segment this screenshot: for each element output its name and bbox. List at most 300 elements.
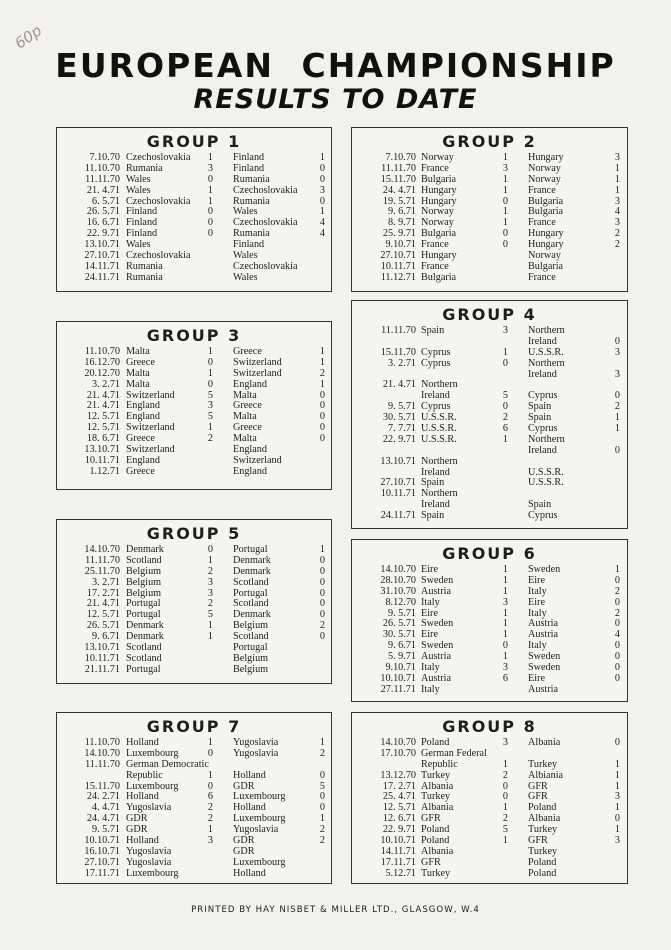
away-score: 1 bbox=[614, 184, 620, 196]
home-score: 1 bbox=[502, 585, 508, 597]
away-score: 0 bbox=[319, 576, 325, 588]
match-date: 18. 6.71 bbox=[86, 433, 120, 445]
match-row bbox=[352, 869, 627, 880]
home-score: 3 bbox=[207, 576, 213, 588]
match-date: 13.10.71 bbox=[380, 455, 416, 467]
match-date: 12. 5.71 bbox=[86, 609, 120, 621]
away-team: Wales bbox=[233, 271, 258, 283]
match-date: 5. 9.71 bbox=[387, 651, 416, 663]
home-team: Albania bbox=[421, 802, 454, 814]
away-team: Greece bbox=[233, 422, 262, 434]
home-team: Finland bbox=[126, 217, 158, 229]
home-team: Sweden bbox=[421, 574, 454, 586]
match-date: 16. 6.71 bbox=[86, 217, 120, 229]
match-date: 15.11.70 bbox=[380, 173, 416, 185]
match-date: 7. 7.71 bbox=[387, 423, 416, 435]
away-score: 1 bbox=[614, 758, 620, 770]
group-title: GROUP 5 bbox=[146, 524, 242, 543]
away-score: 0 bbox=[614, 618, 620, 630]
match-row bbox=[57, 467, 331, 478]
away-team: Scotland bbox=[233, 576, 269, 588]
away-team: Greece bbox=[233, 346, 262, 357]
home-score: 1 bbox=[207, 769, 213, 781]
match-date: 27.10.71 bbox=[380, 250, 416, 262]
match-date: 11.10.70 bbox=[84, 737, 120, 748]
home-score: 1 bbox=[502, 433, 508, 445]
home-team: Ireland bbox=[421, 466, 450, 478]
away-team: Denmark bbox=[233, 609, 271, 621]
home-score: 2 bbox=[207, 433, 213, 445]
away-team: Ireland bbox=[528, 444, 557, 456]
away-team: Italy bbox=[528, 607, 547, 619]
home-score: 1 bbox=[207, 824, 213, 836]
home-team: Turkey bbox=[421, 791, 451, 803]
away-team: U.S.S.R. bbox=[528, 346, 564, 358]
away-team: Denmark bbox=[233, 554, 271, 566]
home-score: 0 bbox=[207, 780, 213, 792]
match-date: 3. 2.71 bbox=[91, 576, 120, 588]
away-score: 0 bbox=[319, 173, 325, 185]
match-date: 17. 2.71 bbox=[382, 780, 416, 792]
home-score: 0 bbox=[207, 747, 213, 759]
away-team: Austria bbox=[528, 683, 558, 695]
home-team: Hungary bbox=[421, 184, 457, 196]
match-date: 15.11.70 bbox=[84, 780, 120, 792]
match-row bbox=[352, 511, 627, 522]
away-score: 0 bbox=[319, 195, 325, 207]
away-score: 0 bbox=[614, 390, 620, 402]
away-score: 0 bbox=[614, 444, 620, 456]
match-date: 10.11.71 bbox=[84, 652, 120, 664]
away-team: Portugal bbox=[233, 587, 268, 599]
group-4-panel bbox=[351, 300, 628, 529]
group-title: GROUP 1 bbox=[146, 132, 242, 151]
home-team: Norway bbox=[421, 206, 454, 218]
away-team: Hungary bbox=[528, 239, 564, 251]
home-score: 0 bbox=[502, 228, 508, 240]
match-date: 24. 4.71 bbox=[382, 184, 416, 196]
home-score: 1 bbox=[502, 206, 508, 218]
away-score: 0 bbox=[319, 587, 325, 599]
away-score: 0 bbox=[614, 672, 620, 684]
match-date: 24. 4.71 bbox=[86, 813, 120, 825]
home-score: 1 bbox=[207, 195, 213, 207]
match-date: 11.11.70 bbox=[85, 173, 120, 185]
home-team: Denmark bbox=[126, 631, 164, 643]
home-team: Greece bbox=[126, 465, 155, 477]
away-score: 1 bbox=[319, 206, 325, 218]
match-row bbox=[57, 771, 331, 782]
match-date: 9. 6.71 bbox=[387, 640, 416, 652]
away-score: 3 bbox=[614, 152, 620, 163]
match-date: 3. 2.71 bbox=[387, 357, 416, 369]
home-team: Holland bbox=[126, 835, 159, 847]
home-team: Spain bbox=[421, 325, 445, 336]
home-team: Turkey bbox=[421, 867, 451, 879]
away-team: Malta bbox=[233, 389, 257, 401]
home-team: France bbox=[421, 260, 449, 272]
away-score: 0 bbox=[319, 411, 325, 423]
away-score: 3 bbox=[614, 346, 620, 358]
home-score: 1 bbox=[207, 737, 213, 748]
away-team: Scotland bbox=[233, 598, 269, 610]
home-score: 1 bbox=[502, 173, 508, 185]
away-team: Spain bbox=[528, 401, 552, 413]
home-team: Yugoslavia bbox=[126, 802, 172, 814]
group-2-panel bbox=[351, 127, 628, 292]
away-team: Portugal bbox=[233, 544, 268, 555]
away-score: 0 bbox=[614, 574, 620, 586]
home-team: Yugoslavia bbox=[126, 856, 172, 868]
home-team: U.S.S.R. bbox=[421, 433, 457, 445]
match-date: 30. 5.71 bbox=[382, 629, 416, 641]
away-team: Luxembourg bbox=[233, 813, 286, 825]
away-team: Czechoslovakia bbox=[233, 184, 298, 196]
away-score: 0 bbox=[319, 791, 325, 803]
match-date: 12. 5.71 bbox=[382, 802, 416, 814]
home-score: 0 bbox=[207, 356, 213, 368]
home-score: 0 bbox=[502, 640, 508, 652]
match-date: 16.12.70 bbox=[84, 356, 120, 368]
away-team: Finland bbox=[233, 152, 265, 163]
group-7-panel bbox=[56, 712, 332, 884]
match-date: 22. 9.71 bbox=[86, 228, 120, 240]
away-team: Yugoslavia bbox=[233, 737, 279, 748]
away-team: France bbox=[528, 271, 556, 283]
match-date: 11.11.70 bbox=[381, 162, 416, 174]
match-date: 24. 2.71 bbox=[86, 791, 120, 803]
home-score: 5 bbox=[207, 609, 213, 621]
match-date: 9. 5.71 bbox=[91, 824, 120, 836]
match-date: 21.11.71 bbox=[84, 663, 120, 675]
home-team: Cyprus bbox=[421, 401, 451, 413]
away-score: 1 bbox=[319, 544, 325, 555]
match-date: 26. 5.71 bbox=[86, 206, 120, 218]
home-team: German Democratic bbox=[126, 758, 209, 770]
home-team: Greece bbox=[126, 433, 155, 445]
away-team: Finland bbox=[233, 162, 265, 174]
home-team: Bulgaria bbox=[421, 228, 457, 240]
away-team: Holland bbox=[233, 867, 266, 879]
match-date: 25. 4.71 bbox=[382, 791, 416, 803]
match-date: 12. 6.71 bbox=[382, 813, 416, 825]
match-date: 17.10.70 bbox=[380, 747, 416, 759]
match-date: 1.12.71 bbox=[89, 465, 120, 477]
away-score: 0 bbox=[319, 565, 325, 577]
home-score: 5 bbox=[502, 824, 508, 836]
home-team: Cyprus bbox=[421, 357, 451, 369]
home-team: Scotland bbox=[126, 652, 162, 664]
home-score: 0 bbox=[207, 378, 213, 390]
match-row bbox=[57, 273, 331, 284]
home-team: Switzerland bbox=[126, 389, 175, 401]
match-date: 12. 5.71 bbox=[86, 422, 120, 434]
home-team: U.S.S.R. bbox=[421, 423, 457, 435]
home-team: France bbox=[421, 162, 449, 174]
away-score: 0 bbox=[319, 554, 325, 566]
match-row bbox=[352, 435, 627, 446]
away-team: Northern bbox=[528, 357, 565, 369]
match-date: 21. 4.71 bbox=[86, 400, 120, 412]
away-score: 5 bbox=[319, 780, 325, 792]
match-date: 14.10.70 bbox=[84, 747, 120, 759]
match-date: 14.10.70 bbox=[380, 737, 416, 748]
home-team: GDR bbox=[126, 813, 148, 825]
away-score: 1 bbox=[614, 780, 620, 792]
home-score: 5 bbox=[207, 411, 213, 423]
away-score: 2 bbox=[319, 367, 325, 379]
away-score: 2 bbox=[319, 747, 325, 759]
match-row bbox=[57, 380, 331, 391]
away-score: 0 bbox=[319, 162, 325, 174]
home-team: Denmark bbox=[126, 620, 164, 632]
away-team: Hungary bbox=[528, 152, 564, 163]
away-score: 1 bbox=[319, 152, 325, 163]
home-team: Portugal bbox=[126, 598, 161, 610]
home-team: Republic bbox=[421, 758, 458, 770]
home-team: Italy bbox=[421, 662, 440, 674]
home-team: Norway bbox=[421, 152, 454, 163]
away-score: 4 bbox=[319, 228, 325, 240]
away-team: Switzerland bbox=[233, 367, 282, 379]
match-row bbox=[57, 186, 331, 197]
match-date: 26. 5.71 bbox=[382, 618, 416, 630]
away-score: 2 bbox=[614, 585, 620, 597]
match-date: 11.12.71 bbox=[380, 271, 416, 283]
match-date: 14.10.70 bbox=[380, 564, 416, 575]
away-team: Ireland bbox=[528, 368, 557, 380]
home-team: Albania bbox=[421, 845, 454, 857]
away-score: 1 bbox=[319, 813, 325, 825]
match-date: 11.11.70 bbox=[85, 758, 120, 770]
home-score: 3 bbox=[207, 400, 213, 412]
home-score: 2 bbox=[207, 598, 213, 610]
match-date: 14.10.70 bbox=[84, 544, 120, 555]
home-team: GFR bbox=[421, 813, 441, 825]
match-date: 24.11.71 bbox=[84, 271, 120, 283]
home-team: Norway bbox=[421, 217, 454, 229]
home-team: Malta bbox=[126, 346, 150, 357]
away-score: 1 bbox=[319, 378, 325, 390]
away-team: Holland bbox=[233, 769, 266, 781]
home-score: 1 bbox=[502, 651, 508, 663]
match-date: 27.10.71 bbox=[84, 856, 120, 868]
home-score: 0 bbox=[207, 206, 213, 218]
home-team: Rumania bbox=[126, 271, 163, 283]
home-team: Bulgaria bbox=[421, 271, 457, 283]
away-score: 4 bbox=[614, 206, 620, 218]
match-date: 9. 5.71 bbox=[387, 401, 416, 413]
home-team: Sweden bbox=[421, 640, 454, 652]
home-team: Czechoslovakia bbox=[126, 195, 191, 207]
away-team: Rumania bbox=[233, 195, 270, 207]
home-score: 3 bbox=[207, 162, 213, 174]
away-score: 0 bbox=[614, 813, 620, 825]
home-team: Eire bbox=[421, 629, 438, 641]
away-team: England bbox=[233, 378, 267, 390]
away-score: 1 bbox=[614, 412, 620, 424]
home-team: Belgium bbox=[126, 576, 162, 588]
group-title: GROUP 2 bbox=[442, 132, 537, 151]
home-score: 1 bbox=[207, 631, 213, 643]
away-team: Luxembourg bbox=[233, 791, 286, 803]
home-score: 2 bbox=[207, 813, 213, 825]
home-team: German Federal bbox=[421, 747, 487, 759]
away-team: Ireland bbox=[528, 335, 557, 347]
home-score: 0 bbox=[502, 780, 508, 792]
home-score: 1 bbox=[502, 618, 508, 630]
home-team: Eire bbox=[421, 607, 438, 619]
match-date: 17.11.71 bbox=[380, 856, 416, 868]
group-5-panel bbox=[56, 519, 332, 684]
match-row bbox=[352, 273, 627, 284]
match-date: 10.11.71 bbox=[84, 454, 120, 466]
away-team: Malta bbox=[233, 433, 257, 445]
match-date: 26. 5.71 bbox=[86, 620, 120, 632]
home-score: 1 bbox=[502, 217, 508, 229]
away-team: Northern bbox=[528, 433, 565, 445]
away-team: Greece bbox=[233, 400, 262, 412]
away-score: 0 bbox=[614, 596, 620, 608]
away-team: Rumania bbox=[233, 228, 270, 240]
match-row bbox=[352, 771, 627, 782]
home-team: Austria bbox=[421, 672, 451, 684]
group-title: GROUP 6 bbox=[442, 544, 537, 563]
home-score: 1 bbox=[502, 346, 508, 358]
away-score: 3 bbox=[614, 835, 620, 847]
match-date: 10.10.71 bbox=[380, 672, 416, 684]
away-score: 2 bbox=[614, 239, 620, 251]
match-row bbox=[352, 489, 627, 500]
away-team: England bbox=[233, 444, 267, 456]
match-date: 10.10.71 bbox=[84, 835, 120, 847]
away-team: Malta bbox=[233, 411, 257, 423]
home-score: 2 bbox=[502, 769, 508, 781]
away-score: 0 bbox=[319, 631, 325, 643]
match-date: 17. 2.71 bbox=[86, 587, 120, 599]
home-score: 3 bbox=[207, 587, 213, 599]
away-team: GDR bbox=[233, 845, 255, 857]
away-team: Switzerland bbox=[233, 356, 282, 368]
home-team: Luxembourg bbox=[126, 747, 179, 759]
away-team: Northern bbox=[528, 325, 565, 336]
home-score: 0 bbox=[207, 173, 213, 185]
match-date: 15.11.70 bbox=[380, 346, 416, 358]
away-team: Austria bbox=[528, 629, 558, 641]
match-row bbox=[352, 380, 627, 391]
home-team: England bbox=[126, 454, 160, 466]
away-team: U.S.S.R. bbox=[528, 477, 564, 489]
match-date: 27.10.71 bbox=[84, 250, 120, 262]
match-date: 3. 2.71 bbox=[91, 378, 120, 390]
home-score: 1 bbox=[502, 574, 508, 586]
away-team: GFR bbox=[528, 835, 548, 847]
home-team: Holland bbox=[126, 791, 159, 803]
match-date: 21. 4.71 bbox=[382, 379, 416, 391]
home-team: Malta bbox=[126, 378, 150, 390]
away-team: Belgium bbox=[233, 652, 269, 664]
page-subtitle: RESULTS TO DATE bbox=[193, 84, 478, 115]
away-team: Yugoslavia bbox=[233, 824, 279, 836]
match-row bbox=[57, 869, 331, 880]
home-team: Austria bbox=[421, 651, 451, 663]
home-score: 0 bbox=[207, 544, 213, 555]
match-date: 11.11.70 bbox=[381, 325, 416, 336]
away-team: Bulgaria bbox=[528, 260, 564, 272]
away-score: 3 bbox=[614, 368, 620, 380]
home-team: Wales bbox=[126, 239, 151, 251]
away-team: U.S.S.R. bbox=[528, 466, 564, 478]
match-date: 5.12.71 bbox=[385, 867, 416, 879]
match-date: 31.10.70 bbox=[380, 585, 416, 597]
away-team: GDR bbox=[233, 835, 255, 847]
away-team: Norway bbox=[528, 250, 561, 262]
away-team: Poland bbox=[528, 802, 557, 814]
home-team: Switzerland bbox=[126, 444, 175, 456]
home-team: Wales bbox=[126, 184, 151, 196]
match-date: 13.10.71 bbox=[84, 444, 120, 456]
match-date: 10.11.71 bbox=[380, 488, 416, 500]
home-team: England bbox=[126, 400, 160, 412]
away-score: 3 bbox=[614, 217, 620, 229]
match-date: 7.10.70 bbox=[385, 152, 416, 163]
home-team: Bulgaria bbox=[421, 173, 457, 185]
home-score: 3 bbox=[502, 162, 508, 174]
home-score: 2 bbox=[207, 565, 213, 577]
home-team: Poland bbox=[421, 835, 450, 847]
away-team: Bulgaria bbox=[528, 206, 564, 218]
home-team: Albania bbox=[421, 780, 454, 792]
away-team: Italy bbox=[528, 585, 547, 597]
home-team: Northern bbox=[421, 379, 458, 391]
home-score: 0 bbox=[502, 791, 508, 803]
away-score: 2 bbox=[614, 607, 620, 619]
home-team: Italy bbox=[421, 683, 440, 695]
home-team: Belgium bbox=[126, 587, 162, 599]
match-date: 22. 9.71 bbox=[382, 433, 416, 445]
home-team: GDR bbox=[126, 824, 148, 836]
match-date: 12. 5.71 bbox=[86, 411, 120, 423]
match-date: 10.11.71 bbox=[380, 260, 416, 272]
away-score: 1 bbox=[614, 162, 620, 174]
match-row bbox=[352, 326, 627, 337]
home-score: 5 bbox=[502, 390, 508, 402]
away-team: Albiania bbox=[528, 769, 564, 781]
away-team: Poland bbox=[528, 867, 557, 879]
away-team: Eire bbox=[528, 574, 545, 586]
away-team: Finland bbox=[233, 239, 265, 251]
home-team: Rumania bbox=[126, 162, 163, 174]
home-team: Czechoslovakia bbox=[126, 152, 191, 163]
away-score: 0 bbox=[614, 640, 620, 652]
away-score: 2 bbox=[614, 401, 620, 413]
away-team: GFR bbox=[528, 791, 548, 803]
home-team: Hungary bbox=[421, 195, 457, 207]
home-team: Luxembourg bbox=[126, 780, 179, 792]
home-team: Austria bbox=[421, 585, 451, 597]
home-team: Finland bbox=[126, 228, 158, 240]
home-score: 1 bbox=[502, 758, 508, 770]
home-team: Spain bbox=[421, 510, 445, 522]
away-score: 1 bbox=[319, 346, 325, 357]
away-score: 1 bbox=[614, 564, 620, 575]
away-score: 4 bbox=[614, 629, 620, 641]
away-score: 1 bbox=[614, 173, 620, 185]
home-score: 1 bbox=[207, 184, 213, 196]
home-team: Yugoslavia bbox=[126, 845, 172, 857]
match-date: 9. 5.71 bbox=[387, 607, 416, 619]
home-team: Northern bbox=[421, 455, 458, 467]
